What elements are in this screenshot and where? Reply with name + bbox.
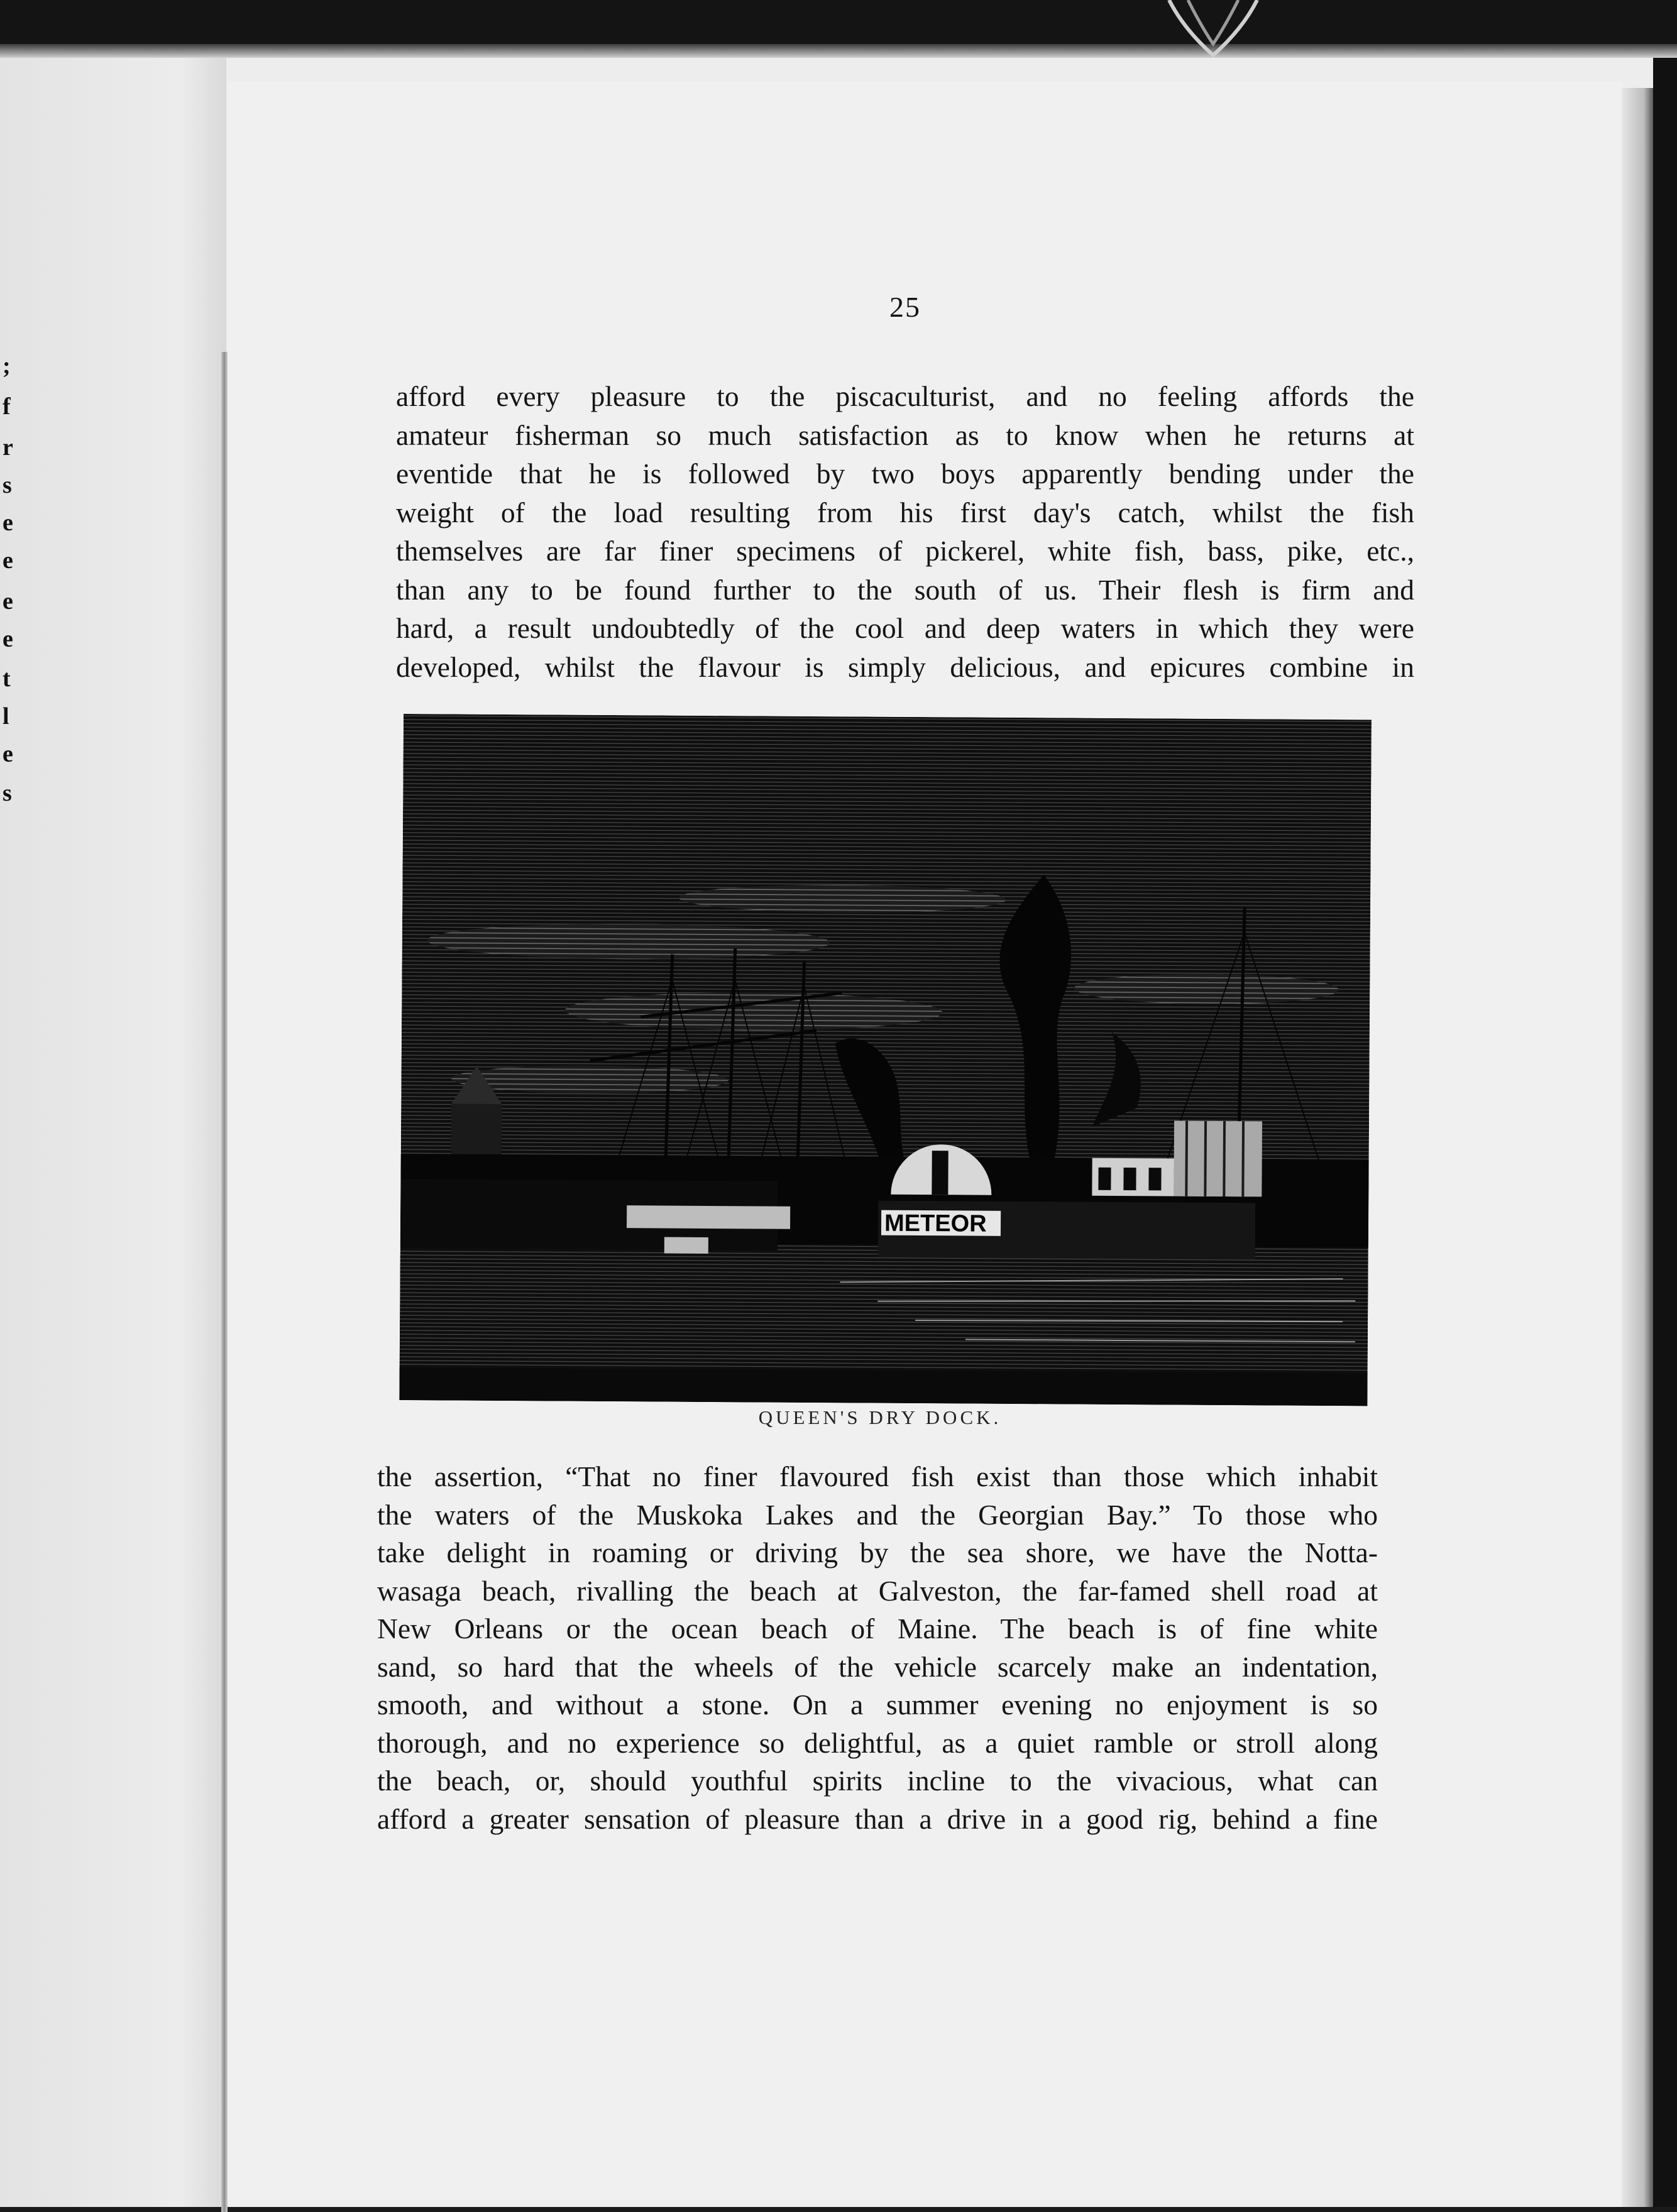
text-line: smooth, and without a stone. On a summer evening no enjoyment is so — [377, 1689, 1378, 1721]
paragraph-bottom — [377, 1458, 1378, 1838]
text-line: thorough, and no experience so delightful, as a quiet ramble or stroll along — [377, 1726, 1378, 1759]
text-line: hard, a result undoubtedly of the cool and deep waters in which they were — [396, 612, 1414, 644]
text-line: the beach, or, should youthful spirits incline to the vivacious, what can — [377, 1765, 1378, 1797]
ornament-scan-artifact — [1163, 0, 1263, 58]
edge-char: t — [3, 665, 11, 692]
figure-caption: QUEEN'S DRY DOCK. — [758, 1406, 1002, 1428]
edge-char: e — [3, 626, 13, 652]
text-line: weight of the load resulting from his first day's catch, whilst the fish — [396, 496, 1414, 528]
facing-page-left — [0, 57, 226, 2207]
edge-char: s — [3, 472, 12, 498]
edge-char: f — [3, 393, 11, 420]
edge-char: e — [3, 588, 13, 615]
edge-char: e — [3, 741, 13, 767]
edge-char: s — [3, 780, 12, 806]
scan-border-top — [0, 0, 1677, 50]
text-line: afford a greater sensation of pleasure than a drive in a good rig, behind a fine — [377, 1802, 1378, 1835]
edge-char: ; — [3, 353, 11, 379]
scan-border-right — [1653, 0, 1677, 2207]
text-line: wasaga beach, rivalling the beach at Galveston, the far-famed shell road at — [377, 1574, 1378, 1607]
text-line: the waters of the Muskoka Lakes and the Georgian Bay.” To those who — [377, 1498, 1378, 1531]
harbor-engraving — [399, 714, 1372, 1406]
paragraph-top — [396, 377, 1414, 686]
text-line: afford every pleasure to the piscaculturist, and no feeling affords the — [396, 380, 1414, 412]
engraving-illustration — [399, 714, 1372, 1406]
text-line: New Orleans or the ocean beach of Maine. The beach is of fine white — [377, 1612, 1378, 1645]
text-line: themselves are far finer specimens of pickerel, white fish, bass, pike, etc., — [396, 535, 1414, 567]
text-line: than any to be found further to the south of us. Their flesh is firm and — [396, 573, 1414, 606]
edge-char: e — [3, 510, 13, 536]
text-line: developed, whilst the flavour is simply delicious, and epicures combine in — [396, 650, 1414, 683]
book-gutter — [221, 352, 228, 2212]
text-line: the assertion, “That no finer flavoured fish exist than those which inhabit — [377, 1460, 1378, 1492]
page-number: 25 — [889, 291, 921, 323]
page-edge-shadow — [1622, 88, 1653, 2207]
edge-char: r — [3, 434, 13, 461]
edge-char: l — [3, 703, 9, 730]
text-line: sand, so hard that the wheels of the vehicle scarcely make an indentation, — [377, 1650, 1378, 1683]
text-line: eventide that he is followed by two boys apparently bending under the — [396, 457, 1414, 490]
text-line: take delight in roaming or driving by the sea shore, we have the Notta- — [377, 1536, 1378, 1569]
edge-char: e — [3, 547, 13, 574]
page-top-edge — [0, 44, 1677, 58]
text-line: amateur fisherman so much satisfaction as to know when he returns at — [396, 419, 1414, 451]
ship-name-meteor: METEOR — [884, 1210, 987, 1237]
